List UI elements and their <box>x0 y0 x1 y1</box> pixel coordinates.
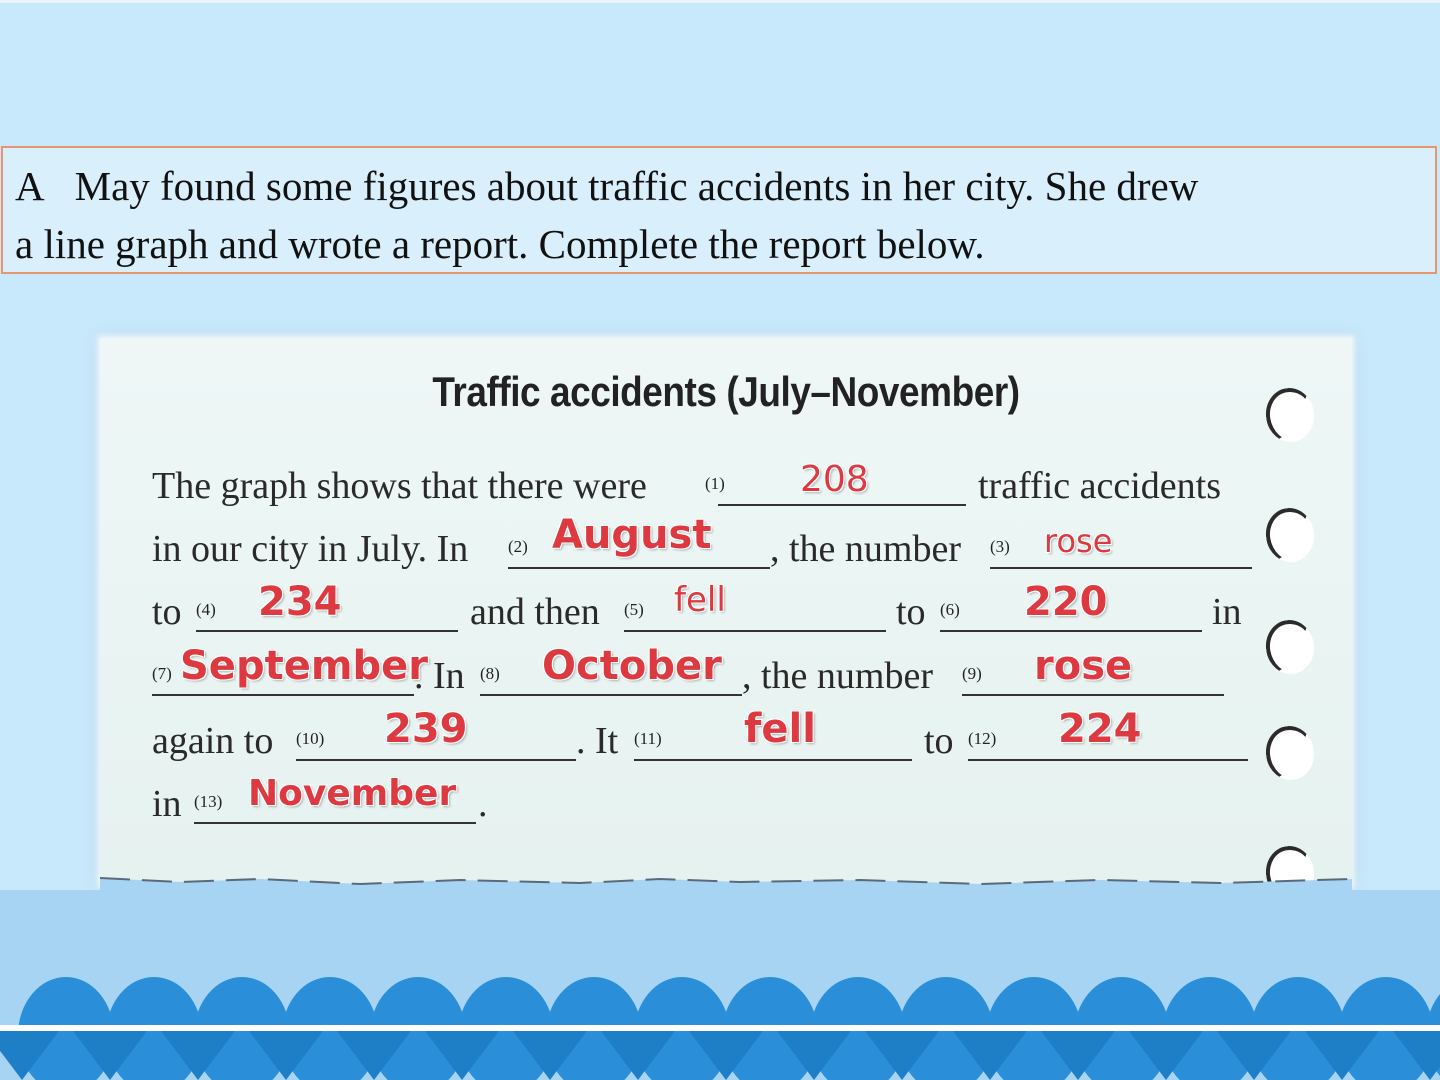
instruction-line-1 <box>15 157 1435 215</box>
exercise-letter: A <box>15 163 45 209</box>
report-text: and then <box>470 591 600 633</box>
report-text: again to <box>152 720 274 762</box>
blank-number: (10) <box>296 729 325 748</box>
report-line-4 <box>152 643 1262 704</box>
blank-number: (12) <box>968 729 997 748</box>
torn-paper-edge <box>100 868 1352 890</box>
blank-number: (3) <box>990 537 1010 556</box>
answer-5: fell <box>674 580 726 620</box>
binder-hole-icon <box>1262 505 1317 565</box>
top-divider <box>0 0 1440 3</box>
report-text: , the number <box>770 528 962 570</box>
binder-hole-icon <box>1262 723 1317 783</box>
report-line-2 <box>152 512 1262 577</box>
report-text: The graph shows that there were <box>152 465 647 507</box>
answer-7: September <box>180 643 428 689</box>
binder-hole-icon <box>1262 617 1317 677</box>
report-line-5 <box>152 706 1262 769</box>
answer-2: August <box>552 512 712 558</box>
report-text: in <box>152 783 182 825</box>
report-paper <box>100 338 1352 886</box>
answer-9: rose <box>1034 643 1133 689</box>
report-title: Traffic accidents (July–November) <box>432 368 1020 415</box>
instruction-line-2: a line graph and wrote a report. Complete the report below. <box>15 221 985 267</box>
blank-number: (7) <box>152 664 172 683</box>
report-text: , the number <box>742 655 934 697</box>
report-line-3 <box>152 579 1262 640</box>
answer-6: 220 <box>1024 579 1108 625</box>
report-text: . It <box>576 720 619 762</box>
report-text: in <box>1212 591 1242 633</box>
answer-blank-3[interactable] <box>990 527 1252 569</box>
answer-10: 239 <box>384 706 468 752</box>
report-text: . <box>478 783 488 825</box>
blank-number: (9) <box>962 664 982 683</box>
blank-number: (4) <box>196 600 216 619</box>
answer-8: October <box>542 643 722 689</box>
answer-1: 208 <box>800 459 869 500</box>
blank-number: (11) <box>634 729 662 748</box>
blank-number: (8) <box>480 664 500 683</box>
report-text: . In <box>414 655 465 697</box>
blank-number: (6) <box>940 600 960 619</box>
instruction-box <box>1 146 1437 274</box>
wave-decoration <box>0 965 1440 1080</box>
wave-divider <box>0 1025 1440 1031</box>
answer-12: 224 <box>1058 706 1142 752</box>
answer-blank-5[interactable] <box>624 590 886 632</box>
report-text: to <box>152 591 182 633</box>
instruction-text-1: May found some figures about traffic accidents in her city. She drew <box>74 163 1199 209</box>
blank-number: (5) <box>624 600 644 619</box>
report-text: to <box>896 591 926 633</box>
blank-number: (1) <box>705 474 725 493</box>
report-line-6 <box>152 773 752 832</box>
answer-11: fell <box>744 706 816 752</box>
answer-3: rose <box>1044 522 1113 560</box>
answer-13: November <box>248 773 457 814</box>
blank-number: (13) <box>194 792 223 811</box>
report-text: in our city in July. In <box>152 528 469 570</box>
report-text: traffic accidents <box>978 465 1221 507</box>
answer-4: 234 <box>258 579 342 625</box>
report-line-1 <box>152 458 1252 514</box>
report-text: to <box>924 720 954 762</box>
blank-number: (2) <box>508 537 528 556</box>
